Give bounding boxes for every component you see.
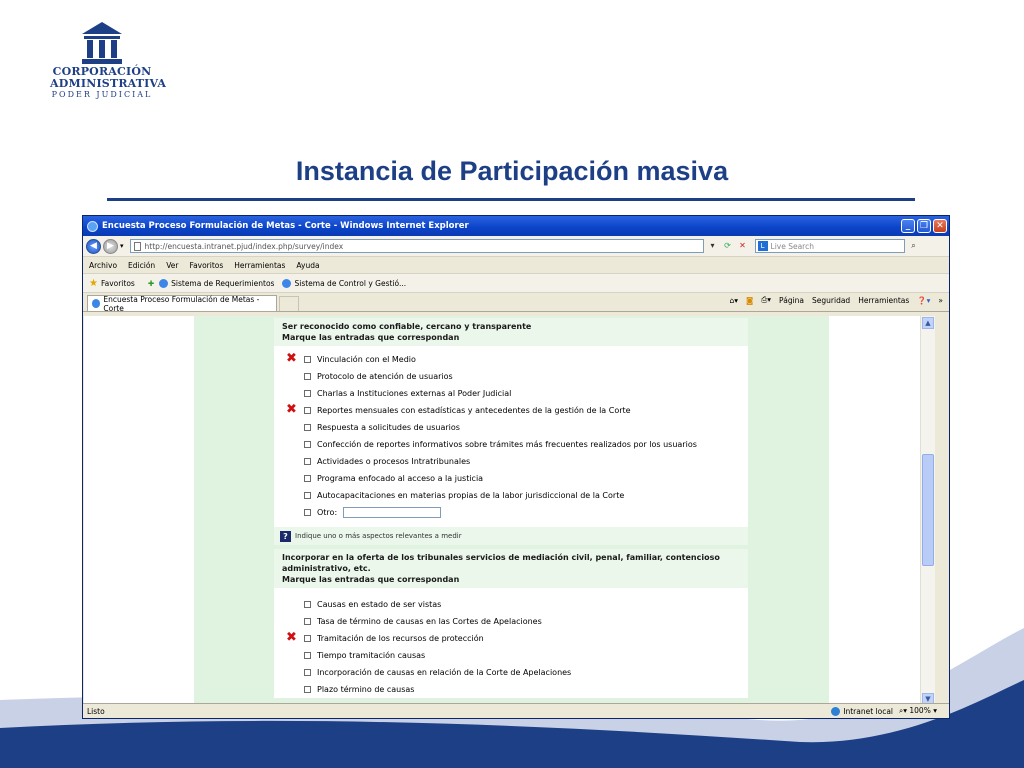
option-row bbox=[274, 436, 748, 453]
option-label: Autocapacitaciones en materias propias de la labor jurisdiccional de la Corte bbox=[317, 491, 625, 500]
option-row bbox=[274, 470, 748, 487]
option-row-other bbox=[274, 504, 748, 521]
option-label: Charlas a Instituciones externas al Poder Judicial bbox=[317, 389, 512, 398]
logo-line-3: PODER JUDICIAL bbox=[51, 90, 153, 99]
option-label: Actividades o procesos Intratribunales bbox=[317, 457, 471, 466]
question-2-instruction: Marque las entradas que correspondan bbox=[282, 575, 460, 584]
command-seguridad[interactable]: Seguridad bbox=[812, 295, 851, 305]
option-row bbox=[274, 351, 748, 368]
checkbox[interactable] bbox=[304, 492, 311, 499]
zoom-control[interactable] bbox=[899, 706, 949, 716]
address-text: http://encuesta.intranet.pjud/index.php/survey/index bbox=[144, 241, 344, 251]
browser-window bbox=[82, 215, 950, 719]
ie-page-icon bbox=[282, 279, 291, 288]
scroll-down-icon[interactable]: ▼ bbox=[922, 693, 934, 705]
favorites-star-icon[interactable]: ★ bbox=[89, 277, 98, 289]
question-1-instruction: Marque las entradas que correspondan bbox=[282, 333, 460, 342]
favorite-link-requerimientos[interactable]: Sistema de Requerimientos bbox=[171, 278, 275, 288]
logo-line-1: CORPORACIÓN bbox=[52, 65, 152, 78]
option-label: Tramitación de los recursos de protección bbox=[317, 634, 484, 643]
checkbox[interactable] bbox=[304, 635, 311, 642]
menu-edicion[interactable]: Edición bbox=[128, 260, 156, 270]
option-label: Vinculación con el Medio bbox=[317, 355, 416, 364]
status-bar bbox=[83, 703, 949, 718]
address-input[interactable] bbox=[130, 239, 704, 253]
checkbox[interactable] bbox=[304, 441, 311, 448]
tab-label: Encuesta Proceso Formulación de Metas - Corte bbox=[103, 294, 260, 313]
help-text: Indique uno o más aspectos relevantes a medir bbox=[295, 532, 462, 540]
checkbox[interactable] bbox=[304, 669, 311, 676]
page-icon bbox=[134, 242, 141, 251]
option-label: Tiempo tramitación causas bbox=[317, 651, 426, 660]
option-row bbox=[274, 630, 748, 647]
option-label: Plazo término de causas bbox=[317, 685, 415, 694]
scroll-thumb[interactable] bbox=[922, 454, 934, 566]
maximize-button[interactable]: ❐ bbox=[917, 219, 931, 233]
security-zone bbox=[831, 707, 899, 716]
print-icon[interactable]: ⎙▾ bbox=[761, 295, 772, 304]
option-row bbox=[274, 596, 748, 613]
close-button[interactable]: ✕ bbox=[933, 219, 947, 233]
window-titlebar bbox=[83, 216, 949, 236]
option-row bbox=[274, 664, 748, 681]
minimize-button[interactable]: _ bbox=[901, 219, 915, 233]
checkbox[interactable] bbox=[304, 601, 311, 608]
scroll-up-icon[interactable]: ▲ bbox=[922, 317, 934, 329]
corporation-logo bbox=[50, 20, 167, 106]
zone-label: Intranet local bbox=[843, 706, 894, 716]
vertical-scrollbar[interactable] bbox=[920, 316, 935, 706]
option-row bbox=[274, 453, 748, 470]
command-bar bbox=[721, 295, 943, 305]
search-icon[interactable]: ⌕ bbox=[911, 241, 916, 250]
live-search-icon: L bbox=[758, 241, 768, 251]
x-mark-icon: ✖ bbox=[286, 630, 297, 645]
option-row bbox=[274, 647, 748, 664]
option-label: Causas en estado de ser vistas bbox=[317, 600, 442, 609]
checkbox[interactable] bbox=[304, 475, 311, 482]
new-tab-button[interactable] bbox=[279, 296, 299, 311]
ie-page-icon bbox=[159, 279, 168, 288]
zoom-icon: ⌕▾ bbox=[899, 706, 910, 715]
chevron-more-icon[interactable]: » bbox=[938, 295, 943, 305]
option-row bbox=[274, 402, 748, 419]
address-bar bbox=[83, 236, 949, 257]
checkbox[interactable] bbox=[304, 424, 311, 431]
history-dropdown-icon[interactable]: ▾ bbox=[120, 242, 124, 250]
favorites-button[interactable]: Favoritos bbox=[100, 278, 135, 288]
status-text: Listo bbox=[87, 706, 105, 716]
option-label: Reportes mensuales con estadísticas y antecedentes de la gestión de la Corte bbox=[317, 406, 631, 415]
command-pagina[interactable]: Página bbox=[779, 295, 805, 305]
menu-herramientas[interactable]: Herramientas bbox=[234, 260, 286, 270]
question-1-title: Ser reconocido como confiable, cercano y transparente bbox=[282, 322, 532, 331]
option-row bbox=[274, 419, 748, 436]
add-favorite-icon[interactable]: ✚ bbox=[147, 278, 155, 288]
option-label: Respuesta a solicitudes de usuarios bbox=[317, 423, 460, 432]
question-panel-1 bbox=[274, 318, 748, 545]
home-icon[interactable]: ⌂▾ bbox=[729, 295, 738, 305]
help-icon[interactable]: ❓▾ bbox=[917, 295, 931, 305]
address-dropdown-icon[interactable]: ▾ bbox=[710, 241, 715, 250]
stop-icon[interactable]: ✕ bbox=[739, 241, 746, 250]
logo-line-2: ADMINISTRATIVA bbox=[50, 77, 167, 90]
menu-bar bbox=[83, 257, 949, 274]
other-label: Otro: bbox=[317, 508, 338, 517]
favorites-bar bbox=[83, 274, 949, 293]
checkbox[interactable] bbox=[304, 407, 311, 414]
search-input[interactable] bbox=[755, 239, 905, 253]
checkbox[interactable] bbox=[304, 509, 311, 516]
ie-icon bbox=[87, 221, 98, 232]
option-row bbox=[274, 487, 748, 504]
question-2-title: Incorporar en la oferta de los tribunales servicios de mediación civil, penal, familiar, contencioso administrativo, etc. bbox=[282, 553, 720, 573]
x-mark-icon: ✖ bbox=[286, 351, 297, 366]
help-row bbox=[274, 527, 748, 545]
zoom-dropdown-icon: ▾ bbox=[933, 706, 937, 715]
command-herramientas[interactable]: Herramientas bbox=[858, 295, 910, 305]
tab-encuesta[interactable] bbox=[87, 295, 277, 311]
checkbox[interactable] bbox=[304, 458, 311, 465]
window-title: Encuesta Proceso Formulación de Metas - Corte - Windows Internet Explorer bbox=[102, 221, 469, 231]
option-label: Programa enfocado al acceso a la justicia bbox=[317, 474, 484, 483]
courthouse-icon bbox=[78, 20, 126, 66]
option-label: Confección de reportes informativos sobre trámites más frecuentes realizados por los usuarios bbox=[317, 440, 697, 449]
feeds-icon[interactable]: ◙ bbox=[745, 295, 754, 305]
checkbox[interactable] bbox=[304, 390, 311, 397]
help-question-icon: ? bbox=[280, 531, 291, 542]
menu-favoritos[interactable]: Favoritos bbox=[189, 260, 224, 270]
menu-ayuda[interactable]: Ayuda bbox=[296, 260, 320, 270]
option-row bbox=[274, 613, 748, 630]
checkbox[interactable] bbox=[304, 356, 311, 363]
option-row bbox=[274, 681, 748, 698]
tab-bar bbox=[83, 293, 949, 312]
globe-icon bbox=[831, 707, 840, 716]
question-panel-2 bbox=[274, 549, 748, 698]
question-1-header bbox=[274, 318, 748, 346]
zoom-level: 100% bbox=[909, 706, 931, 715]
option-row bbox=[274, 385, 748, 402]
checkbox[interactable] bbox=[304, 618, 311, 625]
checkbox[interactable] bbox=[304, 373, 311, 380]
page-content bbox=[84, 316, 935, 706]
favorite-link-control[interactable]: Sistema de Control y Gestió... bbox=[294, 278, 407, 288]
title-divider bbox=[107, 198, 915, 201]
option-row bbox=[274, 368, 748, 385]
x-mark-icon: ✖ bbox=[286, 402, 297, 417]
question-2-header bbox=[274, 549, 748, 588]
tab-page-icon bbox=[92, 299, 100, 308]
option-label: Incorporación de causas en relación de la Corte de Apelaciones bbox=[317, 668, 572, 677]
refresh-icon[interactable]: ⟳ bbox=[724, 241, 731, 250]
search-placeholder: Live Search bbox=[770, 241, 814, 251]
forward-button[interactable]: ▶ bbox=[103, 239, 118, 254]
slide-title: Instancia de Participación masiva bbox=[295, 156, 729, 186]
option-label: Protocolo de atención de usuarios bbox=[317, 372, 453, 381]
checkbox[interactable] bbox=[304, 686, 311, 693]
checkbox[interactable] bbox=[304, 652, 311, 659]
menu-archivo[interactable]: Archivo bbox=[89, 260, 118, 270]
back-button[interactable]: ◀ bbox=[86, 239, 101, 254]
menu-ver[interactable]: Ver bbox=[166, 260, 179, 270]
other-text-input[interactable] bbox=[343, 507, 441, 518]
option-label: Tasa de término de causas en las Cortes de Apelaciones bbox=[317, 617, 542, 626]
